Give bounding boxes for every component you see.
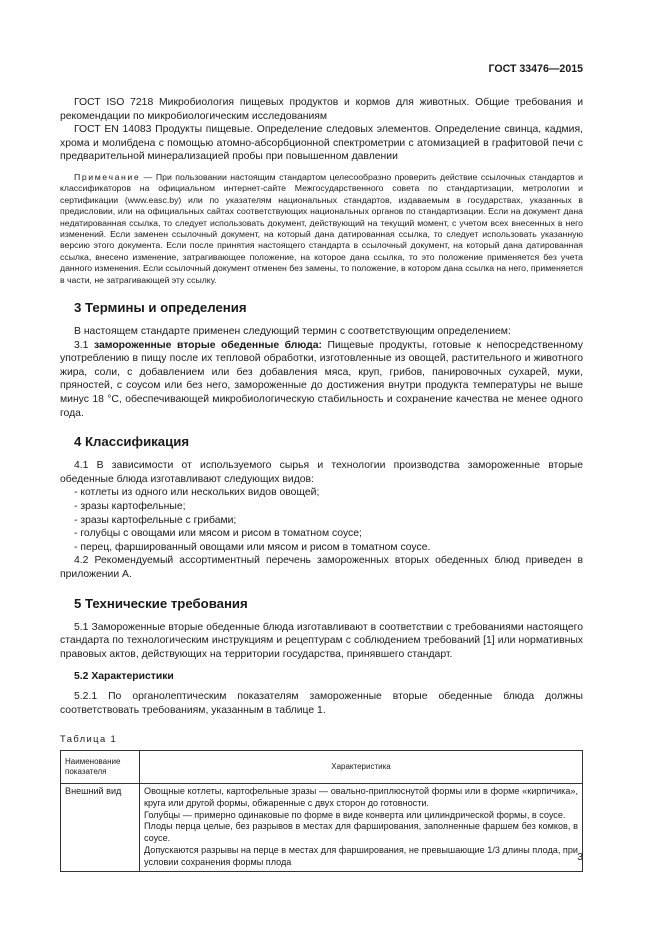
document-body — [60, 96, 583, 872]
section-4-2: 4.2 Рекомендуемый ассортиментный перечень замороженных вторых обеденных блюд приведен в приложении А. — [60, 555, 583, 580]
section-4-title: 4 Классификация — [74, 434, 190, 450]
list-item: - перец, фаршированный овощами или мясом и рисом в томатном соусе. — [74, 541, 431, 553]
section-5-title: 5 Технические требования — [74, 595, 248, 611]
table-row — [61, 784, 583, 872]
organoleptic-table — [60, 750, 583, 872]
term-definition — [60, 339, 583, 421]
characteristic-line: Голубцы — примерно одинаковые по форме в виде конверта или цилиндрической формы, в соусе. — [144, 809, 566, 820]
term-text: Пищевые продукты, готовые к непосредственному употреблению в пищу после их тепловой обработки, изготовленные из овощей, растительного и животного жира, соли, с добавлением или без добавления мяса, круп, грибов, панировочных сухарей, муки, пряностей, с соусом или без него, замороженные до достижения внутри продукта температуры не выше минус 18 °С, обеспечивающей микробиологическую стабильность и сохранение качества не менее одного года. — [60, 339, 583, 419]
row-characteristic — [140, 784, 583, 872]
list-item: - зразы картофельные; — [74, 500, 186, 512]
section-4-1: 4.1 В зависимости от используемого сырья и технологии производства замороженные вторые обеденные блюда изготавливают следующих видов: — [60, 460, 583, 485]
section-5-1: 5.1 Замороженные вторые обеденные блюда изготавливают в соответствии с требованиями настоящего стандарта по технологическим инструкциям и рецептурам с соблюдением требований [1] или нормативных правовых актов, действующих на территории государства, принявшего стандарт. — [60, 621, 583, 660]
term-name: замороженные вторые обеденные блюда: — [93, 339, 322, 351]
list-item: - котлеты из одного или нескольких видов овощей; — [74, 487, 320, 499]
section-3-title: 3 Термины и определения — [74, 300, 247, 316]
note-paragraph — [60, 172, 583, 286]
list-item: - зразы картофельные с грибами; — [74, 514, 237, 526]
note-text: — При пользовании настоящим стандартом целесообразно проверить действие ссылочных стандартов и классификаторов на официальном интернет-сайте Межгосударственного совета по стандартизации, метрологии и сертификации (www.easc.by) или по указателям национальных стандартов, издаваемым в государствах, указанных в предисловии, или на официальных сайтах соответствующих национальных органов по стандартизации. Если на документ дана недатированная ссылка, то следует использовать документ, действующий на текущий момент, с учетом всех внесенных в него изменений. Если заменен ссылочный документ, на который дана датированная ссылка, то следует использовать указанную версию этого документа. Если после принятия настоящего стандарта в ссылочный документ, на который дана датированная ссылка, внесено изменение, затрагивающее положение, на которое дана ссылка, то это положение применяется без учета данного изменения. Если ссылочный документ отменен без замены, то положение, в котором дана ссылка на него, применяется в части, не затрагивающей эту ссылку. — [60, 171, 583, 285]
characteristic-line: Овощные котлеты, картофельные зразы — овально-приплюснутой формы или в форме «кирпичика», круга или другой формы, обжаренные с двух сторон до готовности. — [144, 786, 578, 808]
characteristic-line: Плоды перца целые, без разрывов в местах для фарширования, заполненные фаршем без комков, в соусе. — [144, 821, 578, 844]
characteristic-line: Допускаются разрывы на перце в местах для фарширования, не превышающие 1/3 длины плода, при условии сохранения формы плода — [144, 845, 578, 867]
section-5-2-1: 5.2.1 По органолептическим показателям замороженные вторые обеденные блюда должны соответствовать требованиям, указанным в таблице 1. — [60, 691, 583, 716]
column-header-indicator: Наименование показателя — [61, 751, 140, 784]
reference-iso-7218: ГОСТ ISO 7218 Микробиология пищевых продуктов и кормов для животных. Общие требования и рекомендации по микробиологическим исследованиям — [60, 97, 583, 122]
section-3-intro: В настоящем стандарте применен следующий термин с соответствующим определением: — [74, 326, 511, 338]
table-caption: Таблица 1 — [60, 732, 118, 744]
list-item: - голубцы с овощами или мясом и рисом в томатном соусе; — [74, 528, 362, 540]
note-label: Примечание — [74, 171, 141, 182]
term-number: 3.1 — [74, 339, 94, 351]
row-indicator-name: Внешний вид — [61, 784, 140, 872]
subsection-5-2-title: 5.2 Характеристики — [74, 671, 174, 683]
page-number: 3 — [577, 852, 583, 863]
table-header-row — [61, 751, 583, 784]
product-types-list — [60, 486, 583, 554]
column-header-characteristic: Характеристика — [140, 751, 583, 784]
reference-en-14083: ГОСТ EN 14083 Продукты пищевые. Определение следовых элементов. Определение свинца, кадмия, хрома и молибдена с помощью атомно-абсорбционной спектрометрии с атомизацией в графитовой печи с предварительной минерализацией пробы при повышенном давлении — [60, 124, 583, 163]
document-code: ГОСТ 33476—2015 — [488, 63, 583, 75]
